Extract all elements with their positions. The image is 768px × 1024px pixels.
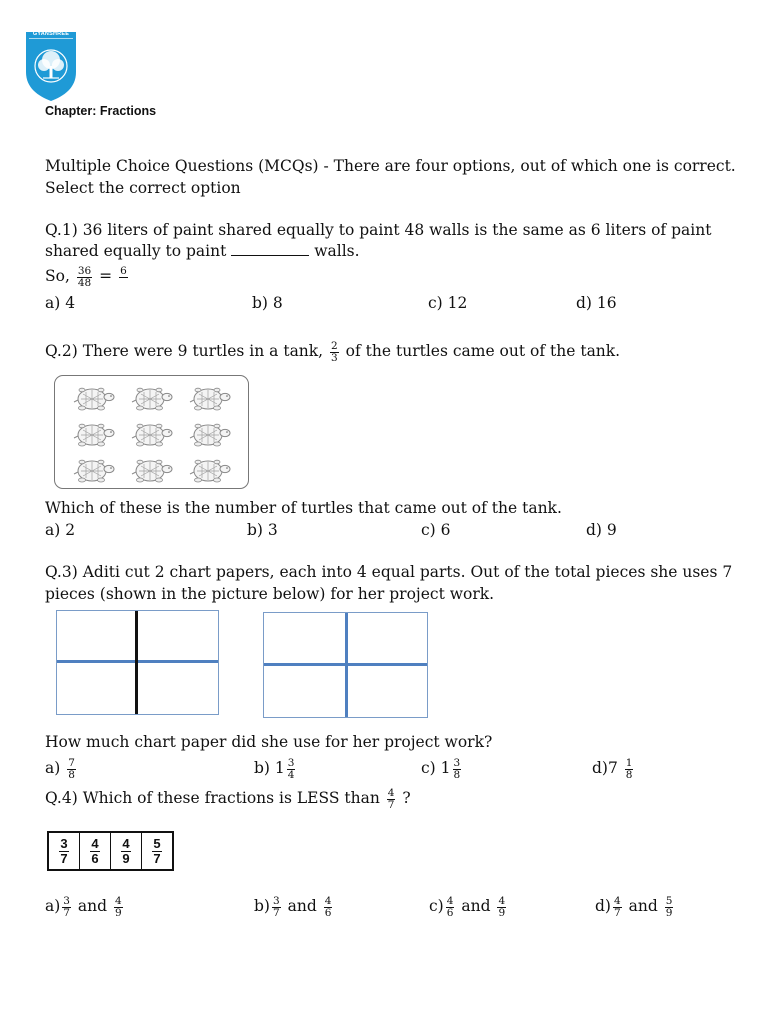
q3-b-denominator: 4 bbox=[287, 768, 295, 781]
intro-line-1: Multiple Choice Questions (MCQs) - There are four options, out of which one is correct. bbox=[45, 157, 736, 175]
q1-option-c: c) 12 bbox=[428, 294, 468, 312]
turtle-icon bbox=[65, 453, 123, 489]
q1-so-line bbox=[45, 265, 130, 289]
q4-option-d bbox=[595, 895, 675, 919]
cell-numerator: 4 bbox=[91, 835, 99, 851]
fraction-table-cell bbox=[111, 832, 142, 870]
fraction-table-cell bbox=[142, 832, 174, 870]
turtle-tank-picture bbox=[54, 375, 249, 489]
q3-option-c-label: c) 1 bbox=[421, 759, 451, 777]
numerator: 5 bbox=[665, 894, 673, 907]
turtle-icon bbox=[181, 453, 239, 489]
intro-line-2: Select the correct option bbox=[45, 179, 241, 197]
q1-fraction-36-48 bbox=[77, 266, 92, 289]
q3-option-d-label: d)7 bbox=[592, 759, 618, 777]
fraction-table-cell bbox=[80, 832, 111, 870]
q2-frac-numerator: 2 bbox=[331, 339, 338, 352]
turtle-icon bbox=[65, 381, 123, 417]
and-word: and bbox=[461, 897, 491, 915]
q1-so-label: So, bbox=[45, 267, 70, 285]
numerator: 3 bbox=[272, 894, 280, 907]
q1-option-a: a) 4 bbox=[45, 294, 76, 312]
chart-paper-1 bbox=[56, 610, 219, 715]
option-fraction bbox=[446, 896, 455, 919]
q1-option-b: b) 8 bbox=[252, 294, 283, 312]
q1-option-d: d) 16 bbox=[576, 294, 617, 312]
chart-paper-2 bbox=[263, 612, 428, 718]
numerator: 4 bbox=[498, 894, 506, 907]
numerator: 4 bbox=[324, 894, 332, 907]
q3-c-denominator: 8 bbox=[453, 768, 461, 781]
denominator: 6 bbox=[324, 906, 332, 919]
q3-d-numerator: 1 bbox=[625, 756, 633, 769]
fraction-table-cell bbox=[48, 832, 80, 870]
turtle-icon bbox=[65, 417, 123, 453]
numerator: 4 bbox=[446, 894, 454, 907]
denominator: 9 bbox=[498, 906, 506, 919]
q1-fraction-6-blank bbox=[119, 266, 128, 289]
option-fraction bbox=[497, 896, 506, 919]
q4-frac-numerator: 4 bbox=[387, 786, 395, 799]
q3-b-numerator: 3 bbox=[287, 756, 295, 769]
school-logo bbox=[24, 28, 78, 102]
option-fraction bbox=[613, 896, 622, 919]
turtle-icon bbox=[123, 453, 181, 489]
numerator: 4 bbox=[613, 894, 621, 907]
q1-frac1-denominator: 48 bbox=[77, 276, 92, 289]
q4-text-post: ? bbox=[402, 789, 411, 807]
q4-option-c bbox=[429, 895, 508, 919]
and-word: and bbox=[77, 897, 108, 915]
chapter-title: Chapter: Fractions bbox=[45, 104, 157, 118]
q3-a-denominator: 8 bbox=[68, 768, 75, 781]
turtle-icon bbox=[181, 381, 239, 417]
q3-option-a bbox=[45, 757, 78, 781]
q3-c-numerator: 3 bbox=[453, 756, 461, 769]
option-fraction bbox=[114, 896, 123, 919]
q1-line-1: Q.1) 36 liters of paint shared equally to paint 48 walls is the same as 6 liters of paint bbox=[45, 221, 712, 239]
q3-option-c-fraction bbox=[453, 758, 462, 781]
q2-text-pre: Q.2) There were 9 turtles in a tank, bbox=[45, 342, 324, 360]
numerator: 4 bbox=[115, 894, 122, 907]
q2-option-b: b) 3 bbox=[247, 521, 278, 539]
tree-shield-icon bbox=[24, 28, 78, 102]
chart-paper-1-vertical-cut bbox=[135, 611, 138, 714]
q4-fraction-table bbox=[47, 831, 174, 871]
denominator: 7 bbox=[272, 906, 280, 919]
q4-line bbox=[45, 787, 411, 811]
denominator: 7 bbox=[613, 906, 621, 919]
q2-option-d: d) 9 bbox=[586, 521, 617, 539]
q4-option-d-label: d) bbox=[595, 897, 611, 915]
denominator: 9 bbox=[665, 906, 673, 919]
numerator: 3 bbox=[63, 894, 70, 907]
q3-option-a-fraction bbox=[67, 758, 76, 781]
q4-option-c-label: c) bbox=[429, 897, 444, 915]
option-fraction bbox=[62, 896, 71, 919]
turtle-icon bbox=[123, 381, 181, 417]
q3-option-d bbox=[592, 757, 635, 781]
q3-option-d-fraction bbox=[625, 758, 634, 781]
q1-equals-sign: = bbox=[99, 267, 113, 285]
q3-option-b-fraction bbox=[287, 758, 296, 781]
denominator: 9 bbox=[115, 906, 122, 919]
q2-option-a: a) 2 bbox=[45, 521, 76, 539]
q2-fraction-two-thirds bbox=[330, 341, 339, 364]
q3-option-b bbox=[254, 757, 297, 781]
logo-text: GYANSHREE bbox=[32, 31, 70, 37]
q1-line-2-post: walls. bbox=[314, 242, 360, 260]
option-fraction bbox=[272, 896, 281, 919]
q2-text-post: of the turtles came out of the tank. bbox=[345, 342, 621, 360]
q4-fraction-four-sevenths bbox=[387, 788, 396, 811]
q4-text-pre: Q.4) Which of these fractions is LESS than bbox=[45, 789, 380, 807]
q3-a-numerator: 7 bbox=[68, 756, 75, 769]
and-word: and bbox=[628, 897, 658, 915]
q4-option-a bbox=[45, 895, 125, 919]
turtle-grid bbox=[65, 381, 239, 489]
cell-numerator: 4 bbox=[122, 835, 130, 851]
q1-line-2-pre: shared equally to paint bbox=[45, 242, 227, 260]
cell-numerator: 5 bbox=[153, 835, 161, 851]
q1-frac2-numerator: 6 bbox=[120, 264, 127, 277]
q3-option-a-label: a) bbox=[45, 759, 61, 777]
turtle-icon bbox=[123, 417, 181, 453]
q3-d-denominator: 8 bbox=[625, 768, 633, 781]
q3-option-b-label: b) 1 bbox=[254, 759, 285, 777]
q3-question: How much chart paper did she use for her project work? bbox=[45, 733, 493, 751]
q2-question: Which of these is the number of turtles that came out of the tank. bbox=[45, 499, 562, 517]
and-word: and bbox=[287, 897, 317, 915]
q3-option-c bbox=[421, 757, 463, 781]
turtle-icon bbox=[181, 417, 239, 453]
q4-option-b bbox=[254, 895, 334, 919]
q2-frac-denominator: 3 bbox=[331, 351, 338, 364]
cell-denominator: 7 bbox=[153, 850, 161, 866]
option-fraction bbox=[665, 896, 674, 919]
q1-line-2 bbox=[45, 240, 360, 262]
q3-line-2: pieces (shown in the picture below) for her project work. bbox=[45, 585, 495, 603]
q4-option-a-label: a) bbox=[45, 897, 61, 915]
cell-denominator: 6 bbox=[91, 850, 99, 866]
cell-denominator: 9 bbox=[122, 850, 130, 866]
chart-paper-2-vertical-cut bbox=[345, 613, 348, 717]
cell-denominator: 7 bbox=[60, 850, 68, 866]
q1-frac1-numerator: 36 bbox=[77, 264, 92, 277]
q1-answer-blank bbox=[231, 241, 309, 256]
q1-frac2-denominator bbox=[121, 278, 126, 289]
denominator: 7 bbox=[63, 906, 70, 919]
cell-numerator: 3 bbox=[60, 835, 68, 851]
q3-line-1: Q.3) Aditi cut 2 chart papers, each into 4 equal parts. Out of the total pieces she uses 7 bbox=[45, 563, 733, 581]
q4-option-b-label: b) bbox=[254, 897, 270, 915]
denominator: 6 bbox=[446, 906, 454, 919]
q2-option-c: c) 6 bbox=[421, 521, 451, 539]
q2-line bbox=[45, 340, 620, 364]
option-fraction bbox=[324, 896, 333, 919]
q4-frac-denominator: 7 bbox=[387, 798, 395, 811]
